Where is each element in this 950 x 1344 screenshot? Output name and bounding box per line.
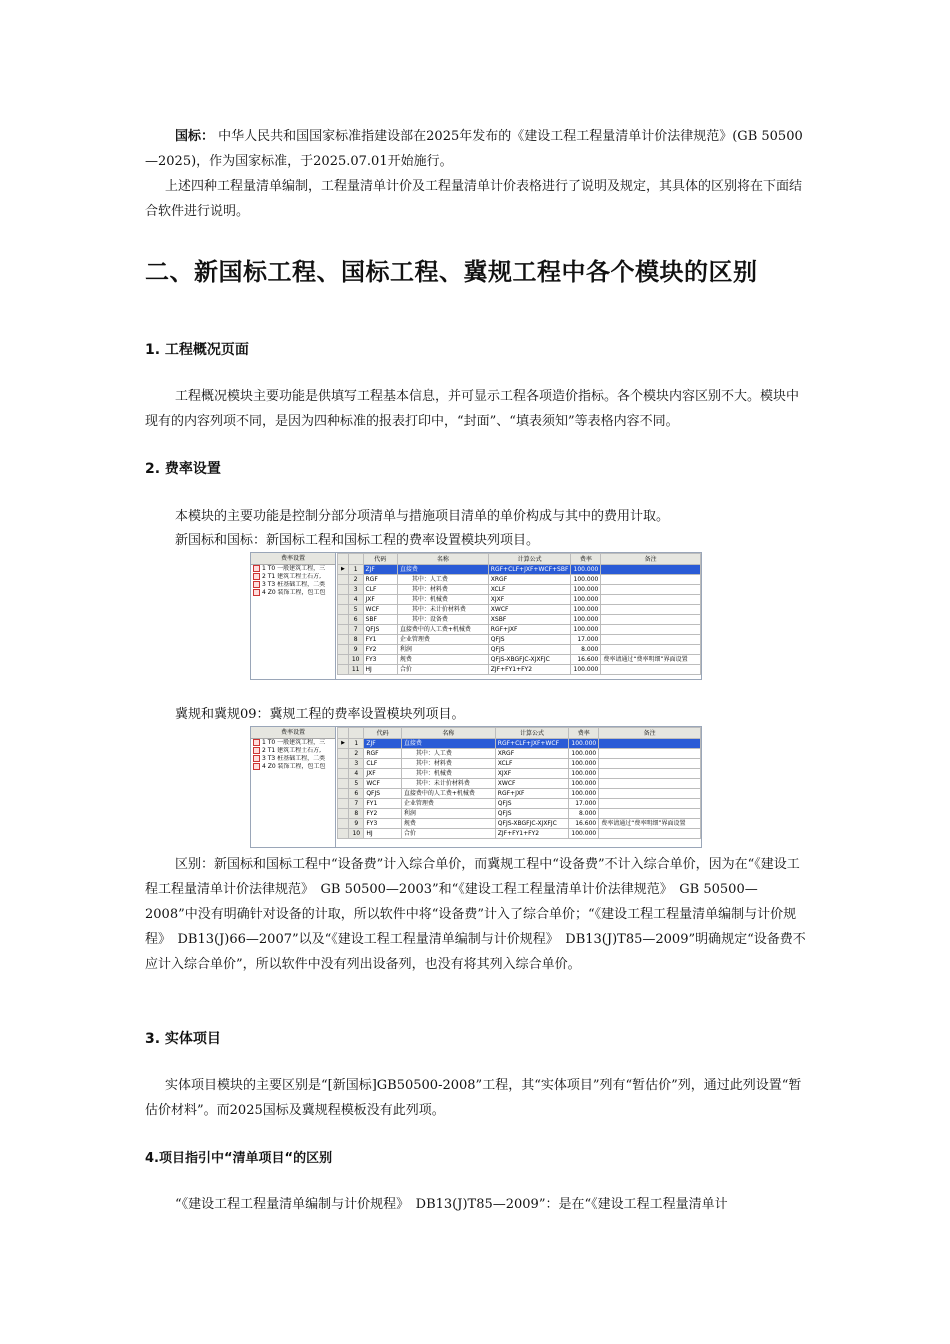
tree-item-label: 2 T1 建筑工程土石方, — [262, 747, 322, 754]
cell-n[interactable]: 1 — [349, 739, 364, 749]
cell-n[interactable]: 11 — [348, 665, 363, 675]
cell-formula[interactable]: XWCF — [488, 605, 571, 615]
cell-rate[interactable]: 16.600 — [569, 819, 599, 829]
s2-title: 2. 费率设置 — [145, 461, 221, 477]
cell-n[interactable]: 2 — [349, 749, 364, 759]
cell-formula[interactable]: XRGF — [488, 575, 571, 585]
tree-item[interactable] — [251, 589, 335, 597]
cell-code[interactable]: QFJS — [364, 789, 402, 799]
cell-code[interactable]: RGF — [364, 749, 402, 759]
cell-name[interactable]: 直接费中的人工费+机械费 — [397, 625, 488, 635]
column-header[interactable]: 费率 — [569, 728, 599, 739]
cell-note[interactable] — [599, 749, 701, 759]
table-row[interactable] — [338, 759, 701, 769]
cell-formula[interactable]: RGF+JXF — [495, 789, 569, 799]
corner-cell — [338, 554, 349, 565]
s2-text3: 冀规和冀规09：冀规工程的费率设置模块列项目。 — [175, 707, 465, 722]
row-selector[interactable] — [338, 655, 349, 665]
cell-formula[interactable]: QFJS — [495, 809, 569, 819]
cell-name[interactable]: 合价 — [401, 829, 495, 839]
fee-rate-screenshot-2 — [250, 726, 702, 848]
cell-n[interactable]: 6 — [348, 615, 363, 625]
tree-item[interactable] — [251, 573, 335, 581]
document-icon — [253, 573, 260, 580]
cell-n[interactable]: 5 — [348, 605, 363, 615]
column-header[interactable]: 计算公式 — [495, 728, 569, 739]
tree-header: 费率设置 — [251, 553, 335, 565]
cell-code[interactable]: RGF — [363, 575, 397, 585]
cell-name[interactable]: 其中：未计价材料费 — [401, 779, 495, 789]
cell-n[interactable]: 6 — [349, 789, 364, 799]
cell-formula[interactable]: XJXF — [495, 769, 569, 779]
cell-code[interactable]: ZJF — [363, 565, 397, 575]
table-row[interactable] — [338, 799, 701, 809]
row-selector[interactable] — [338, 575, 349, 585]
cell-code[interactable]: QFJS — [363, 625, 397, 635]
document-icon — [253, 565, 260, 572]
cell-formula[interactable]: QFJS-XBGFJC-XJXFJC — [495, 819, 569, 829]
row-selector[interactable] — [338, 645, 349, 655]
cell-rate[interactable]: 100.000 — [569, 739, 599, 749]
cell-name[interactable]: 利润 — [401, 809, 495, 819]
cell-note[interactable] — [601, 605, 701, 615]
table-row[interactable] — [338, 575, 701, 585]
row-selector[interactable] — [338, 615, 349, 625]
cell-rate[interactable]: 100.000 — [571, 565, 601, 575]
cell-code[interactable]: HJ — [364, 829, 402, 839]
cell-formula[interactable]: RGF+JXF — [488, 625, 571, 635]
cell-formula[interactable]: ZJF+FY1+FY2 — [488, 665, 571, 675]
cell-rate[interactable]: 17.000 — [569, 799, 599, 809]
cell-formula[interactable]: XCLF — [488, 585, 571, 595]
cell-formula[interactable]: XWCF — [495, 779, 569, 789]
s2-text2: 新国标和国标：新国标工程和国标工程的费率设置模块列项目。 — [175, 533, 540, 548]
tree-item-label: 4 Z0 装饰工程，包工包 — [262, 589, 326, 596]
cell-n[interactable]: 10 — [349, 829, 364, 839]
corner-cell — [349, 728, 364, 739]
row-selector[interactable] — [338, 665, 349, 675]
cell-name[interactable]: 直接费中的人工费+机械费 — [401, 789, 495, 799]
s2-diff: 区别：新国标和国标工程中“设备费”计入综合单价，而冀规工程中“设备费”不计入综合单价，因为在“《建设工程工程量清单计价法律规范》 GB 50500—2003”和“《建设工程工程量清单计价法律规范》 GB 50500—2008”中没有明确针对设备的计取，所以软件中将“设备费”计入了综合单价；“《建设工程工程量清单编制与计价规程》 DB13(J)66—2007”以及“《建设工程工程量清单编制与计价规程》 DB13(J)T85—2009”明确规定“设备费不应计入综合单价”，所以软件中没有列出设备列，也没有将其列入综合单价。 — [145, 857, 806, 972]
row-selector[interactable] — [338, 585, 349, 595]
cell-name[interactable]: 其中：材料费 — [397, 585, 488, 595]
cell-note[interactable] — [601, 645, 701, 655]
column-header[interactable]: 名称 — [401, 728, 495, 739]
cell-n[interactable]: 1 — [348, 565, 363, 575]
s1-title: 1. 工程概况页面 — [145, 342, 249, 358]
cell-formula[interactable]: QFJS — [488, 645, 571, 655]
table-row[interactable] — [338, 829, 701, 839]
cell-formula[interactable]: XSBF — [488, 615, 571, 625]
table-row[interactable] — [338, 819, 701, 829]
cell-rate[interactable]: 100.000 — [571, 585, 601, 595]
row-selector[interactable] — [338, 605, 349, 615]
cell-rate[interactable]: 17.000 — [571, 635, 601, 645]
table-row[interactable] — [338, 779, 701, 789]
cell-formula[interactable]: XCLF — [495, 759, 569, 769]
table-row[interactable] — [338, 635, 701, 645]
cell-n[interactable]: 8 — [348, 635, 363, 645]
table-row[interactable] — [338, 809, 701, 819]
cell-note[interactable]: 费率请通过“费率明细”界面设置 — [599, 819, 701, 829]
s3-title: 3. 实体项目 — [145, 1031, 221, 1047]
column-header[interactable]: 费率 — [571, 554, 601, 565]
cell-rate[interactable]: 100.000 — [569, 789, 599, 799]
cell-rate[interactable]: 100.000 — [571, 615, 601, 625]
table-row[interactable] — [338, 565, 701, 575]
cell-code[interactable]: SBF — [363, 615, 397, 625]
row-selector[interactable] — [338, 769, 349, 779]
fee-rate-table — [337, 553, 701, 675]
cell-note[interactable]: 费率请通过“费率明细”界面设置 — [601, 655, 701, 665]
s2-text1: 本模块的主要功能是控制分部分项清单与措施项目清单的单价构成与其中的费用计取。 — [175, 509, 670, 524]
table-row[interactable] — [338, 615, 701, 625]
paragraph-intro: 上述四种工程量清单编制，工程量清单计价及工程量清单计价表格进行了说明及规定，其具体的区别将在下面结合软件进行说明。 — [145, 179, 803, 219]
cell-name[interactable]: 其中：设备费 — [397, 615, 488, 625]
s4-text: “《建设工程工程量清单编制与计价规程》 DB13(J)T85—2009”：是在“《建设工程工程量清单计 — [175, 1197, 728, 1212]
cell-rate[interactable]: 100.000 — [571, 605, 601, 615]
column-header[interactable]: 代码 — [364, 728, 402, 739]
row-selector[interactable] — [338, 809, 349, 819]
cell-note[interactable] — [601, 565, 701, 575]
tree-item[interactable] — [251, 565, 335, 573]
cell-code[interactable]: CLF — [363, 585, 397, 595]
table-row[interactable] — [338, 665, 701, 675]
corner-cell — [348, 554, 363, 565]
cell-rate[interactable]: 100.000 — [571, 575, 601, 585]
tree-item-label: 2 T1 建筑工程土石方, — [262, 573, 322, 580]
column-header[interactable]: 备注 — [601, 554, 701, 565]
cell-note[interactable] — [601, 615, 701, 625]
row-selector[interactable] — [338, 789, 349, 799]
cell-name[interactable]: 企业管理费 — [397, 635, 488, 645]
cell-note[interactable] — [601, 665, 701, 675]
cell-rate[interactable]: 100.000 — [569, 769, 599, 779]
column-header[interactable]: 名称 — [397, 554, 488, 565]
cell-note[interactable] — [599, 829, 701, 839]
guobiao-text: 中华人民共和国国家标准指建设部在2025年发布的《建设工程工程量清单计价法律规范》(GB 50500—2025)，作为国家标准，于2025.07.01开始施行。 — [145, 129, 803, 169]
s4-title: 4.项目指引中“清单项目“的区别 — [145, 1151, 333, 1166]
cell-n[interactable]: 9 — [348, 645, 363, 655]
column-header[interactable]: 代码 — [363, 554, 397, 565]
cell-n[interactable]: 9 — [349, 819, 364, 829]
cell-rate[interactable]: 8.000 — [571, 645, 601, 655]
cell-n[interactable]: 7 — [348, 625, 363, 635]
cell-formula[interactable]: ZJF+FY1+FY2 — [495, 829, 569, 839]
cell-name[interactable]: 其中：人工费 — [401, 749, 495, 759]
cell-rate[interactable]: 100.000 — [571, 625, 601, 635]
row-selector[interactable] — [338, 779, 349, 789]
cell-note[interactable] — [601, 625, 701, 635]
cell-code[interactable]: FY3 — [364, 819, 402, 829]
cell-n[interactable]: 3 — [349, 759, 364, 769]
table-row[interactable] — [338, 655, 701, 665]
tree-item-label: 4 Z0 装饰工程，包工包 — [262, 763, 326, 770]
cell-rate[interactable]: 100.000 — [569, 749, 599, 759]
cell-note[interactable] — [599, 759, 701, 769]
cell-code[interactable]: ZJF — [364, 739, 402, 749]
cell-note[interactable] — [599, 779, 701, 789]
paragraph-guobiao — [145, 124, 807, 174]
cell-n[interactable]: 5 — [349, 779, 364, 789]
cell-code[interactable]: FY1 — [363, 635, 397, 645]
table-row[interactable] — [338, 749, 701, 759]
cell-n[interactable]: 10 — [348, 655, 363, 665]
cell-name[interactable]: 直接费 — [397, 565, 488, 575]
table-row[interactable] — [338, 585, 701, 595]
tree-item-label: 3 T3 桩基础工程，二类 — [262, 581, 326, 588]
fee-rate-tree — [251, 727, 336, 847]
table-header-row — [338, 728, 701, 739]
cell-formula[interactable]: RGF+CLF+JXF+WCF — [495, 739, 569, 749]
tree-item-label: 3 T3 桩基础工程，二类 — [262, 755, 326, 762]
cell-note[interactable] — [599, 799, 701, 809]
corner-cell — [338, 728, 349, 739]
tree-item[interactable] — [251, 763, 335, 771]
cell-code[interactable]: WCF — [363, 605, 397, 615]
s3-text: 实体项目模块的主要区别是“[新国标]GB50500-2008”工程，其“实体项目”列有“暂估价”列，通过此列设置“暂估价材料”。而2025国标及冀规程模板没有此列项。 — [145, 1078, 802, 1118]
row-selector[interactable] — [338, 595, 349, 605]
row-selector[interactable] — [338, 635, 349, 645]
cell-n[interactable]: 3 — [348, 585, 363, 595]
cell-name[interactable]: 规费 — [401, 819, 495, 829]
fee-rate-table — [337, 727, 701, 839]
row-selector[interactable] — [338, 749, 349, 759]
table-row[interactable] — [338, 789, 701, 799]
cell-note[interactable] — [599, 789, 701, 799]
cell-code[interactable]: FY2 — [364, 809, 402, 819]
row-pointer-icon[interactable]: ▶ — [338, 739, 349, 749]
table-row[interactable] — [338, 625, 701, 635]
cell-code[interactable]: HJ — [363, 665, 397, 675]
tree-item-label: 1 T0 一般建筑工程，三 — [262, 565, 326, 572]
row-selector[interactable] — [338, 799, 349, 809]
cell-rate[interactable]: 100.000 — [571, 665, 601, 675]
table-row[interactable] — [338, 739, 701, 749]
tree-item[interactable] — [251, 755, 335, 763]
cell-rate[interactable]: 16.600 — [571, 655, 601, 665]
cell-formula[interactable]: QFJS-XBGFJC-XJXFJC — [488, 655, 571, 665]
cell-name[interactable]: 合价 — [397, 665, 488, 675]
tree-item[interactable] — [251, 581, 335, 589]
tree-header: 费率设置 — [251, 727, 335, 739]
cell-note[interactable] — [599, 809, 701, 819]
row-selector[interactable] — [338, 625, 349, 635]
cell-n[interactable]: 4 — [349, 769, 364, 779]
column-header[interactable]: 计算公式 — [488, 554, 571, 565]
row-selector[interactable] — [338, 819, 349, 829]
section-title: 二、新国标工程、国标工程、冀规工程中各个模块的区别 — [145, 258, 758, 286]
cell-name[interactable]: 其中：机械费 — [397, 595, 488, 605]
row-selector[interactable] — [338, 829, 349, 839]
cell-name[interactable]: 其中：机械费 — [401, 769, 495, 779]
cell-name[interactable]: 其中：未计价材料费 — [397, 605, 488, 615]
document-icon — [253, 763, 260, 770]
cell-n[interactable]: 7 — [349, 799, 364, 809]
cell-n[interactable]: 8 — [349, 809, 364, 819]
cell-code[interactable]: FY3 — [363, 655, 397, 665]
cell-formula[interactable]: QFJS — [488, 635, 571, 645]
cell-name[interactable]: 企业管理费 — [401, 799, 495, 809]
cell-rate[interactable]: 100.000 — [569, 829, 599, 839]
table-row[interactable] — [338, 595, 701, 605]
guobiao-label: 国标： — [175, 129, 215, 144]
document-icon — [253, 755, 260, 762]
cell-formula[interactable]: RGF+CLF+JXF+WCF+SBF — [488, 565, 571, 575]
cell-n[interactable]: 2 — [348, 575, 363, 585]
cell-code[interactable]: FY1 — [364, 799, 402, 809]
tree-item-label: 1 T0 一般建筑工程，三 — [262, 739, 326, 746]
cell-code[interactable]: WCF — [364, 779, 402, 789]
fee-rate-screenshot-1 — [250, 552, 702, 680]
table-row[interactable] — [338, 605, 701, 615]
cell-note[interactable] — [601, 585, 701, 595]
cell-name[interactable]: 其中：材料费 — [401, 759, 495, 769]
s1-text: 工程概况模块主要功能是供填写工程基本信息，并可显示工程各项造价指标。各个模块内容区别不大。模块中现有的内容列项不同，是因为四种标准的报表打印中，“封面”、“填表须知”等表格内容不同。 — [145, 389, 800, 429]
cell-note[interactable] — [601, 635, 701, 645]
document-icon — [253, 739, 260, 746]
cell-note[interactable] — [599, 739, 701, 749]
tree-item[interactable] — [251, 739, 335, 747]
cell-name[interactable]: 直接费 — [401, 739, 495, 749]
cell-rate[interactable]: 8.000 — [569, 809, 599, 819]
cell-code[interactable]: JXF — [363, 595, 397, 605]
cell-formula[interactable]: XJXF — [488, 595, 571, 605]
cell-formula[interactable]: XRGF — [495, 749, 569, 759]
document-icon — [253, 589, 260, 596]
cell-formula[interactable]: QFJS — [495, 799, 569, 809]
cell-n[interactable]: 4 — [348, 595, 363, 605]
cell-note[interactable] — [601, 575, 701, 585]
cell-name[interactable]: 规费 — [397, 655, 488, 665]
cell-rate[interactable]: 100.000 — [569, 759, 599, 769]
table-row[interactable] — [338, 769, 701, 779]
cell-name[interactable]: 利润 — [397, 645, 488, 655]
cell-note[interactable] — [599, 769, 701, 779]
cell-rate[interactable]: 100.000 — [569, 779, 599, 789]
cell-note[interactable] — [601, 595, 701, 605]
cell-code[interactable]: FY2 — [363, 645, 397, 655]
document-icon — [253, 581, 260, 588]
document-icon — [253, 747, 260, 754]
cell-rate[interactable]: 100.000 — [571, 595, 601, 605]
fee-rate-tree — [251, 553, 336, 679]
table-row[interactable] — [338, 645, 701, 655]
row-selector[interactable] — [338, 759, 349, 769]
row-pointer-icon[interactable]: ▶ — [338, 565, 349, 575]
column-header[interactable]: 备注 — [599, 728, 701, 739]
cell-code[interactable]: JXF — [364, 769, 402, 779]
tree-item[interactable] — [251, 747, 335, 755]
table-header-row — [338, 554, 701, 565]
cell-code[interactable]: CLF — [364, 759, 402, 769]
cell-name[interactable]: 其中：人工费 — [397, 575, 488, 585]
